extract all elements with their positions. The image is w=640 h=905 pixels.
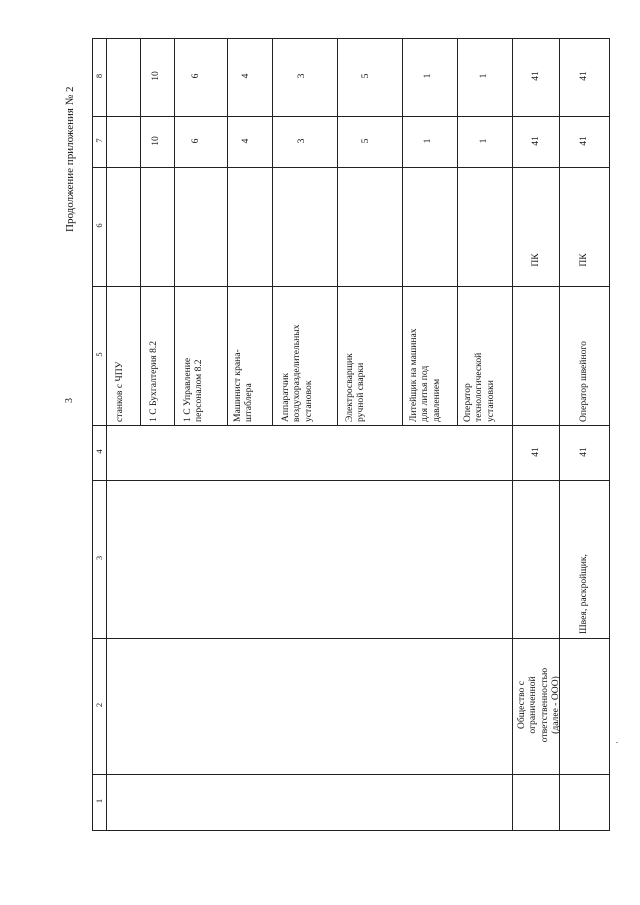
table-row-5-col8: 3 (296, 73, 307, 79)
row-divider-4 (272, 38, 273, 426)
row-divider-8 (512, 38, 513, 831)
col-divider-7-6 (92, 167, 610, 168)
table-row-1-job: станков с ЧПУ (114, 361, 125, 422)
row-divider-5 (337, 38, 338, 426)
header-row-divider (106, 38, 107, 831)
row-divider-2 (174, 38, 175, 426)
row-divider-6 (402, 38, 403, 426)
table-row-4-job: Машинист крана- штаблера (232, 349, 255, 422)
row-divider-3 (227, 38, 228, 426)
column-header-8: 8 (94, 73, 104, 79)
table-row-10-col8: 41 (578, 71, 589, 81)
table-row-2-job: 1 С Бухгалтерия 8.2 (148, 340, 159, 422)
column-header-4: 4 (94, 449, 104, 454)
table-row-10-col7: 41 (578, 136, 589, 146)
appendix-table (92, 38, 610, 831)
table-row-10-occupation: Швея, раскройщик, (578, 554, 589, 634)
table-border-left (92, 38, 93, 831)
col-divider-4-3 (92, 480, 610, 481)
table-row-3-col8: 6 (190, 73, 201, 79)
table-row-8-col7: 1 (478, 138, 489, 144)
row-divider-7 (457, 38, 458, 426)
table-row-10-job: Оператор швейного (578, 341, 589, 422)
table-row-2-col7: 10 (150, 136, 161, 146)
row-divider-1 (140, 38, 141, 426)
table-row-7-job: Литейщик на машинах для литья под давлением (408, 328, 442, 422)
col-divider-2-1 (92, 774, 610, 775)
table-row-7-col7: 1 (422, 138, 433, 144)
table-row-5-job: Аппаратчик воздухоразделительных установок (280, 324, 314, 422)
table-row-5-col7: 3 (296, 138, 307, 144)
column-header-3: 3 (94, 555, 104, 561)
table-row-6-job: Электросварщик ручной сварки (344, 353, 367, 422)
table-row-7-col8: 1 (422, 73, 433, 79)
column-header-5: 5 (94, 352, 104, 357)
col-divider-3-2 (92, 638, 610, 639)
table-row-9-col7: 41 (530, 136, 541, 146)
table-row-8-col8: 1 (478, 73, 489, 79)
table-row-4-col8: 4 (240, 73, 251, 79)
table-row-9-col4: 41 (530, 447, 541, 457)
table-row-9-org: Общество с ограниченной ответственностью (далее - ООО) (516, 667, 561, 743)
table-row-10-col6: ПК (578, 253, 589, 267)
column-header-7: 7 (94, 138, 104, 143)
col-divider-6-5 (92, 286, 610, 287)
table-row-9-col8: 41 (530, 71, 541, 81)
table-border-bottom (92, 830, 610, 831)
appendix-caption: Продолжение приложения № 2 (64, 86, 76, 232)
table-row-9-col6: ПК (530, 253, 541, 267)
column-header-6: 6 (94, 223, 104, 228)
column-header-1: 1 (94, 798, 104, 804)
table-border-right (609, 38, 610, 831)
page-number: 3 (64, 398, 75, 403)
table-row-6-col8: 5 (360, 73, 371, 79)
table-row-3-col7: 6 (190, 138, 201, 144)
scan-speck (616, 742, 618, 743)
table-row-4-col7: 4 (240, 138, 251, 144)
table-row-10-col4: 41 (578, 447, 589, 457)
column-header-2: 2 (94, 702, 104, 708)
table-row-6-col7: 5 (360, 138, 371, 144)
table-row-3-job: 1 С Управление персоналом 8.2 (182, 357, 205, 422)
table-row-2-col8: 10 (150, 71, 161, 81)
table-row-8-job: Оператор технологической установки (462, 352, 496, 422)
